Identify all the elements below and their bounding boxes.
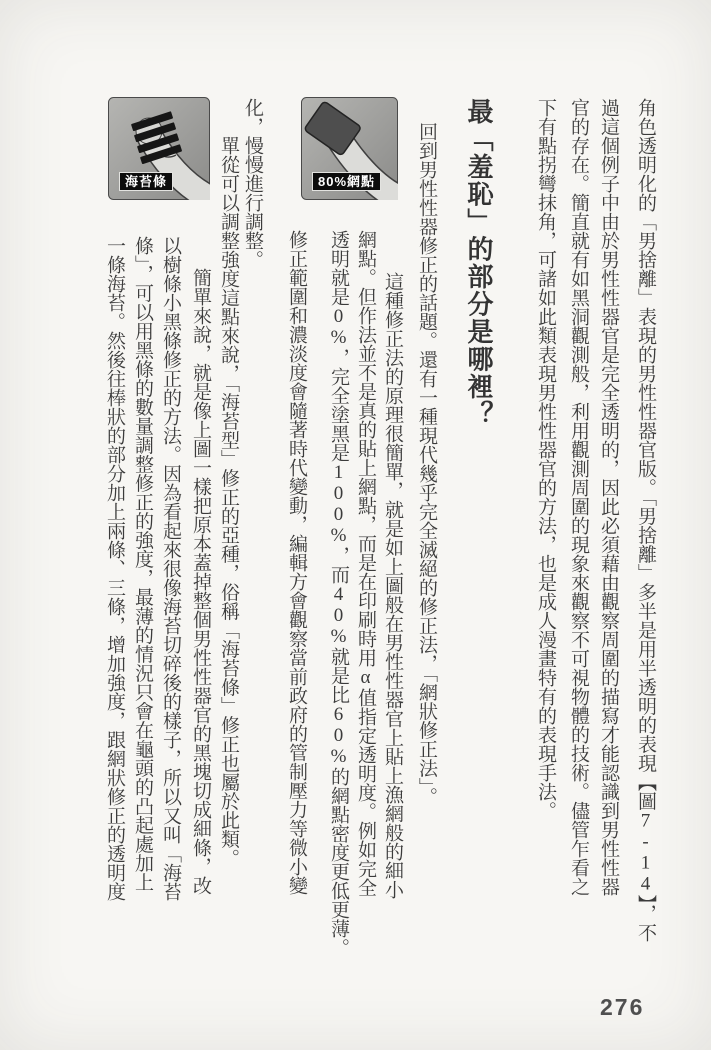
- text-column: 這種修正法的原理很簡單，就是如上圖般在男性性器官上貼上漁網般的細小: [382, 272, 403, 899]
- text-column: 官的存在。簡直就有如黑洞觀測般，利用觀測周圍的現象來觀察不可視物體的技術。儘管乍看之: [568, 98, 589, 896]
- figure-label-screentone: 80%網點: [312, 172, 381, 191]
- text-column: 簡單來說，就是像上圖一樣把原本蓋掉整個男性性器官的黑塊切成細條，改: [190, 268, 211, 895]
- text-column: 下有點拐彎抹角，可諸如此類表現男性性器官的方法，也是成人漫畫特有的表現手法。: [535, 98, 556, 820]
- text-column: 網點。但作法並不是真的貼上網點，而是在印刷時用α值指定透明度。例如完全: [355, 230, 376, 897]
- text-column: 條」，可以用黑條的數量調整修正的強度，最薄的情況只會在龜頭的凸起處加上: [132, 236, 153, 892]
- text-column: 一條海苔。然後往棒狀的部分加上兩條、三條，增加強度，跟網狀修正的透明度: [104, 236, 125, 901]
- text-column: 回到男性性器修正的話題。還有一種現代幾乎完全滅絕的修正法，「網狀修正法」。: [416, 122, 437, 806]
- page-number: 276: [600, 994, 645, 1020]
- text-column: 過這個例子中由於男性性器官是完全透明的，因此必須藉由觀察周圍的描寫才能認識到男性性器: [598, 98, 619, 896]
- text-column: 透明就是0%，完全塗黑是100%，而40%就是比60%的網點密度更低更薄。: [328, 230, 349, 957]
- text-column: 角色透明化的「男捨離」表現的男性性器官版。「男捨離」多半是用半透明的表現【圖7-14】，不: [635, 98, 656, 942]
- section-heading: 最「羞恥」的部分是哪裡？: [464, 98, 494, 428]
- text-column: 修正範圍和濃淡度會隨著時代變動，編輯方會觀察當前政府的管制壓力等微小變: [286, 230, 307, 895]
- text-column: 單從可以調整強度這點來說，「海苔型」修正的亞種，俗稱「海苔條」修正也屬於此類。: [218, 136, 239, 868]
- text-column: 化，慢慢進行調整。: [242, 98, 263, 269]
- figure-nori-strips: [108, 97, 210, 200]
- text-column: 以樹條小黑條修正的方法。因為看起來很像海苔切碎後的樣子，所以又叫「海苔: [160, 236, 181, 901]
- figure-screentone-80: [301, 97, 398, 200]
- figure-label-nori: 海苔條: [119, 172, 173, 191]
